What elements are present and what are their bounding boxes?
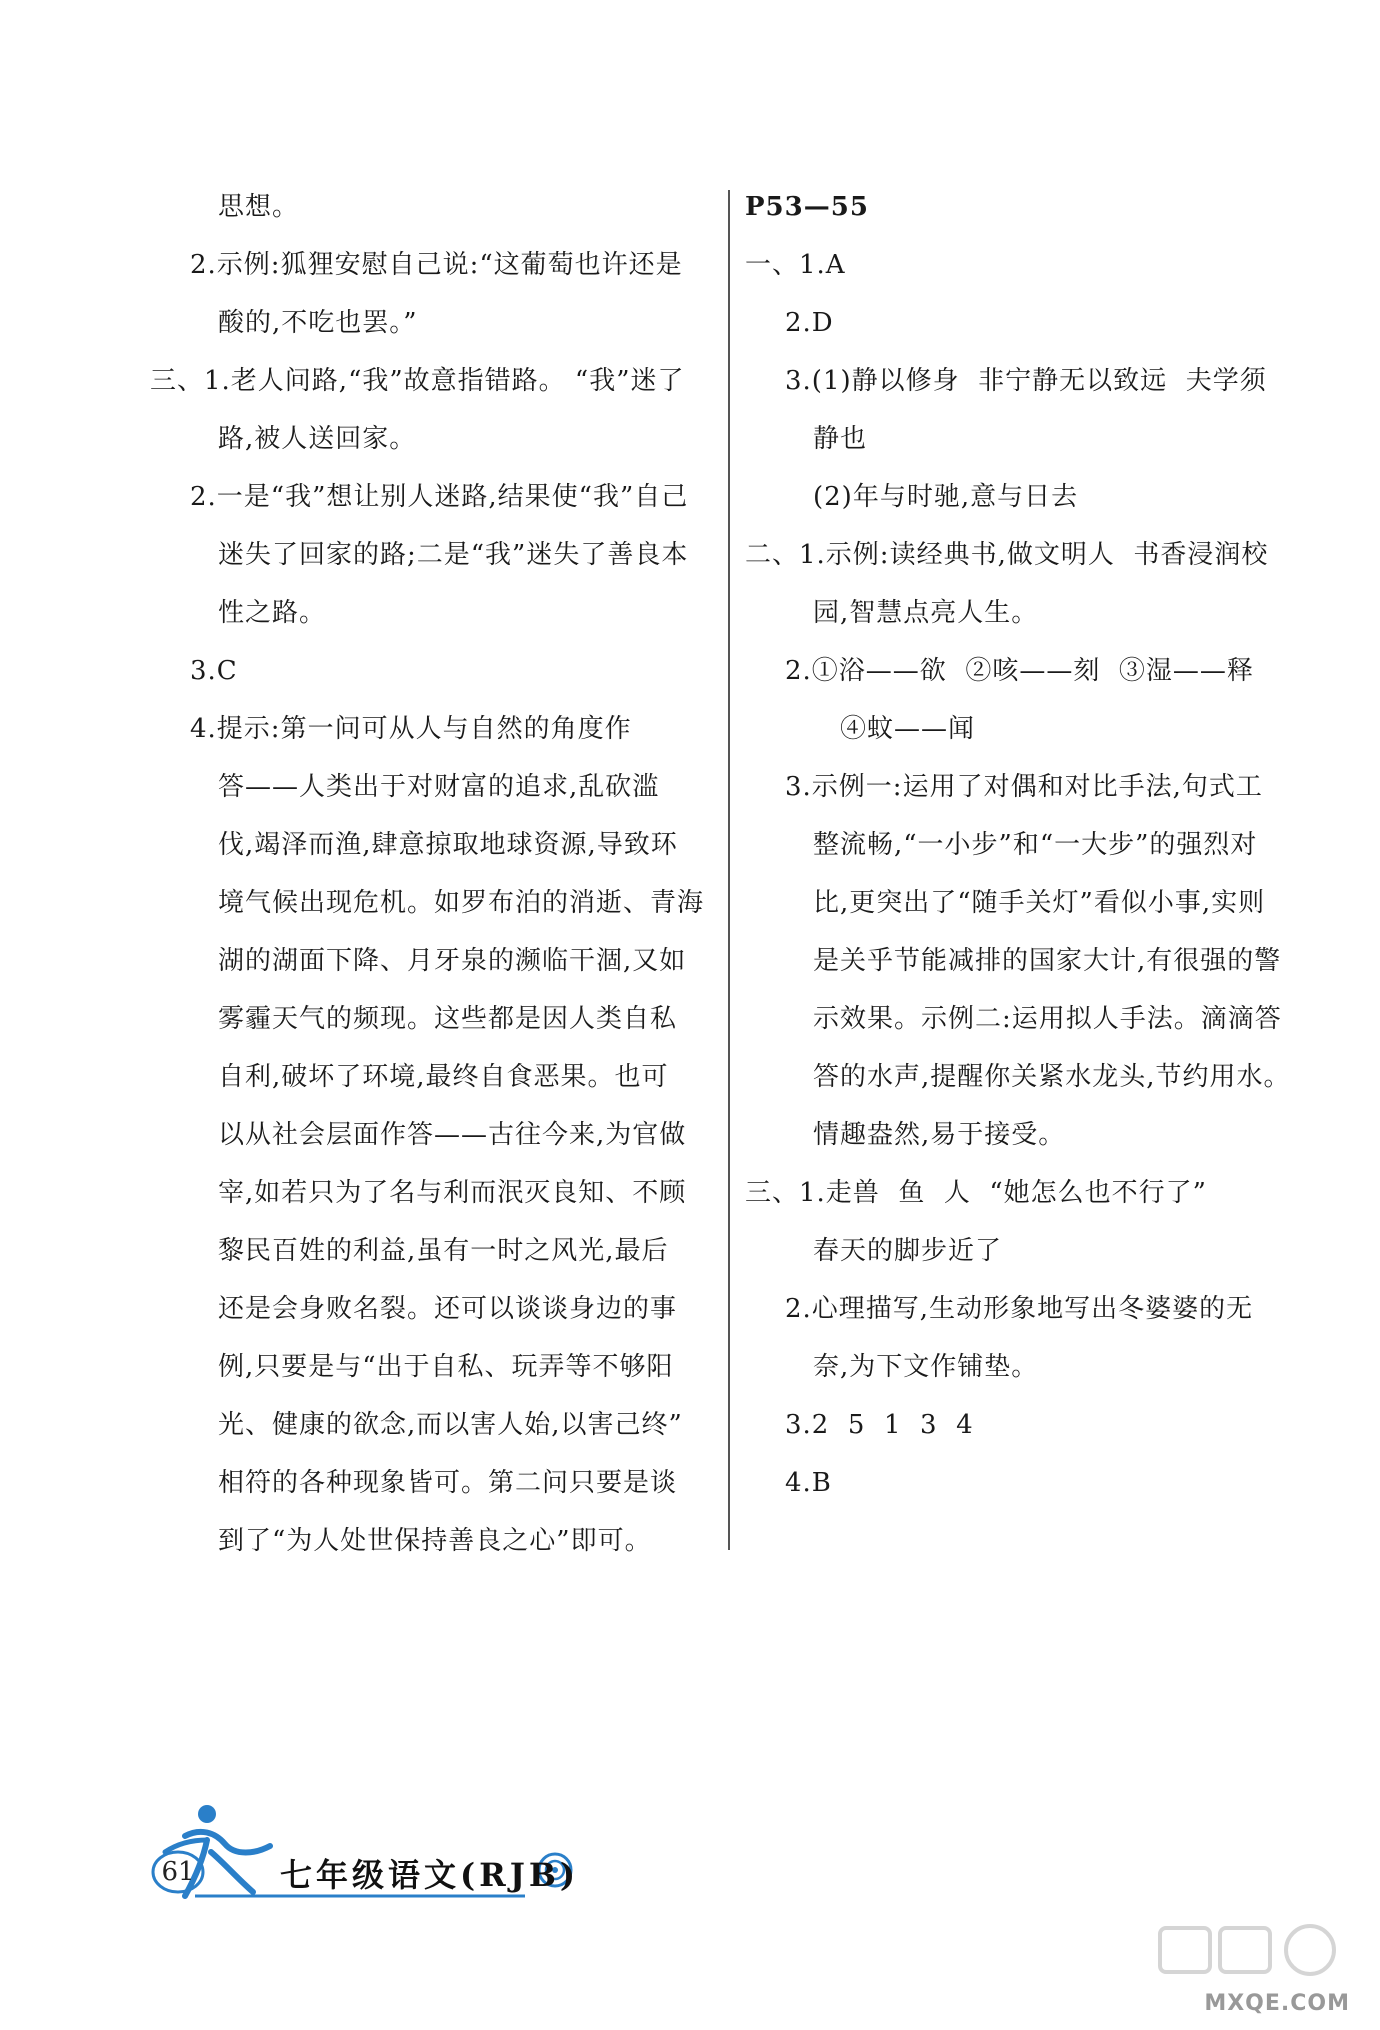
answer-line: 3.(1)静以修身 非宁静无以致远 夫学须 <box>785 366 1267 396</box>
answer-line: 还是会身败名裂。还可以谈谈身边的事 <box>218 1294 678 1324</box>
answer-line: 奈,为下文作铺垫。 <box>813 1352 1039 1382</box>
answer-line: 园,智慧点亮人生。 <box>813 598 1039 628</box>
answer-line: 路,被人送回家。 <box>218 424 417 454</box>
page-number: 61 <box>161 1857 195 1887</box>
left-column <box>150 178 710 1570</box>
answer-line: 2.一是“我”想让别人迷路,结果使“我”自己 <box>190 482 689 512</box>
answer-line: 3.示例一:运用了对偶和对比手法,句式工 <box>785 772 1263 802</box>
answer-line: 酸的,不吃也罢。” <box>218 308 418 338</box>
answer-line: 迷失了回家的路;二是“我”迷失了善良本 <box>218 540 689 570</box>
answer-line: 答——人类出于对财富的追求,乱砍滥 <box>218 772 660 802</box>
column-divider <box>728 190 730 1550</box>
answer-line: 自利,破坏了环境,最终自食恶果。也可 <box>218 1062 669 1092</box>
answer-line: 一、1.A <box>745 250 846 280</box>
answer-line: 比,更突出了“随手关灯”看似小事,实则 <box>813 888 1266 918</box>
answer-line: 三、1.老人问路,“我”故意指错路。 “我”迷了 <box>150 366 685 396</box>
answer-line: 到了“为人处世保持善良之心”即可。 <box>218 1526 652 1556</box>
answer-line: 春天的脚步近了 <box>813 1236 1003 1266</box>
answer-line: 静也 <box>813 424 868 454</box>
answer-line: 雾霾天气的频现。这些都是因人类自私 <box>218 1004 678 1034</box>
answer-line: 伐,竭泽而渔,肆意掠取地球资源,导致环 <box>218 830 678 860</box>
answer-line: 黎民百姓的利益,虽有一时之风光,最后 <box>218 1236 669 1266</box>
book-title: 七年级语文(RJB) <box>280 1856 580 1894</box>
answer-line: 2.心理描写,生动形象地写出冬婆婆的无 <box>785 1294 1254 1324</box>
answer-line: 4.B <box>785 1468 832 1498</box>
answer-line: 是关乎节能减排的国家大计,有很强的警 <box>813 946 1282 976</box>
answer-line: 2.D <box>785 308 834 338</box>
answer-line: 宰,如若只为了名与利而泯灭良知、不顾 <box>218 1178 687 1208</box>
answer-line: 境气候出现危机。如罗布泊的消逝、青海 <box>218 888 705 918</box>
answer-line: 整流畅,“一小步”和“一大步”的强烈对 <box>813 830 1258 860</box>
watermark-text: MXQE.COM <box>1204 1991 1350 2016</box>
answer-line: (2)年与时驰,意与日去 <box>813 482 1079 512</box>
right-column <box>745 178 1345 1512</box>
answer-line: 示效果。示例二:运用拟人手法。滴滴答 <box>813 1004 1282 1034</box>
answer-line: 二、1.示例:读经典书,做文明人 书香浸润校 <box>745 540 1269 570</box>
answer-line: 3.2 5 1 3 4 <box>785 1410 974 1440</box>
answer-line: 性之路。 <box>218 598 327 628</box>
answer-line: P53—55 <box>745 192 869 222</box>
page-footer <box>145 1800 665 1900</box>
answer-line: 光、健康的欲念,而以害人始,以害己终” <box>218 1410 683 1440</box>
answer-line: 思想。 <box>218 192 300 222</box>
answer-line: 以从社会层面作答——古往今来,为官做 <box>218 1120 687 1150</box>
answer-line: 例,只要是与“出于自私、玩弄等不够阳 <box>218 1352 674 1382</box>
answer-line: 相符的各种现象皆可。第二问只要是谈 <box>218 1468 678 1498</box>
answer-line: 2.①浴——欲 ②咳——刻 ③湿——释 <box>785 656 1254 686</box>
answer-line: 答的水声,提醒你关紧水龙头,节约用水。 <box>813 1062 1291 1092</box>
answer-line: 2.示例:狐狸安慰自己说:“这葡萄也许还是 <box>190 250 683 280</box>
answer-line: 情趣盎然,易于接受。 <box>813 1120 1066 1150</box>
answer-line: 3.C <box>190 656 238 686</box>
answer-line: 4.提示:第一问可从人与自然的角度作 <box>190 714 632 744</box>
answer-line: 湖的湖面下降、月牙泉的濒临干涸,又如 <box>218 946 687 976</box>
answer-line: 三、1.走兽 鱼 人 “她怎么也不行了” <box>745 1178 1207 1208</box>
answer-line: ④蚊——闻 <box>840 714 976 744</box>
